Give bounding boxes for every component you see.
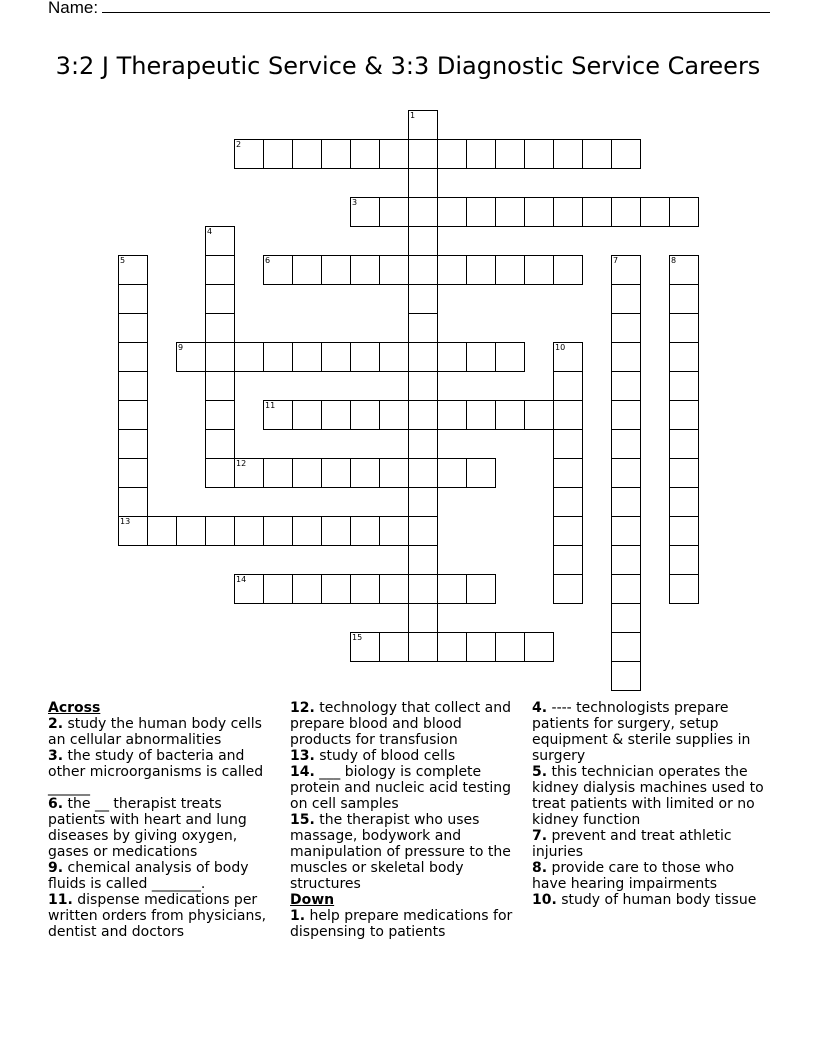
grid-cell[interactable] — [553, 458, 583, 488]
grid-cell[interactable] — [379, 197, 409, 227]
grid-cell[interactable] — [263, 458, 293, 488]
grid-cell[interactable] — [292, 574, 322, 604]
grid-cell[interactable] — [611, 661, 641, 691]
grid-cell[interactable] — [350, 400, 380, 430]
grid-cell[interactable] — [118, 458, 148, 488]
clue-number: 15 — [352, 633, 363, 642]
grid-cell[interactable] — [408, 516, 438, 546]
grid-cell[interactable] — [495, 197, 525, 227]
clue-across-6: 6. the __ therapist treats patients with heart and lung diseases by giving oxygen, gases or medications — [48, 796, 247, 860]
grid-cell[interactable] — [437, 632, 467, 662]
grid-cell[interactable] — [611, 284, 641, 314]
grid-cell[interactable] — [408, 342, 438, 372]
grid-cell[interactable] — [495, 255, 525, 285]
clue-column-2 — [290, 700, 526, 940]
clue-number: 3 — [352, 198, 358, 207]
grid-cell[interactable] — [350, 139, 380, 169]
clue-number: 1 — [410, 111, 416, 120]
grid-cell[interactable] — [408, 197, 438, 227]
grid-cell[interactable] — [437, 458, 467, 488]
grid-cell[interactable] — [669, 255, 699, 285]
grid-cell[interactable] — [669, 487, 699, 517]
grid-cell[interactable] — [350, 458, 380, 488]
grid-cell[interactable] — [205, 342, 235, 372]
grid-cell[interactable] — [176, 342, 206, 372]
grid-cell[interactable] — [611, 139, 641, 169]
grid-cell[interactable] — [205, 400, 235, 430]
grid-cell[interactable] — [553, 487, 583, 517]
grid-cell[interactable] — [553, 400, 583, 430]
grid-cell[interactable] — [234, 342, 264, 372]
clue-across-13: 13. study of blood cells — [290, 748, 456, 764]
clue-across-11: 11. dispense medications per written orders from physicians, dentist and doctors — [48, 892, 267, 940]
clue-across-12: 12. technology that collect and prepare blood and blood products for transfusion — [290, 700, 511, 748]
grid-cell[interactable] — [611, 603, 641, 633]
grid-cell[interactable] — [205, 255, 235, 285]
grid-cell[interactable] — [379, 458, 409, 488]
grid-cell[interactable] — [408, 371, 438, 401]
grid-cell[interactable] — [524, 632, 554, 662]
grid-cell[interactable] — [669, 429, 699, 459]
grid-cell[interactable] — [321, 139, 351, 169]
grid-cell[interactable] — [669, 400, 699, 430]
across-heading: Across — [48, 700, 101, 716]
grid-cell[interactable] — [611, 342, 641, 372]
grid-cell[interactable] — [524, 197, 554, 227]
grid-cell[interactable] — [118, 255, 148, 285]
grid-cell[interactable] — [466, 574, 496, 604]
grid-cell[interactable] — [292, 516, 322, 546]
grid-cell[interactable] — [408, 574, 438, 604]
grid-cell[interactable] — [611, 400, 641, 430]
grid-cell[interactable] — [408, 313, 438, 343]
grid-cell[interactable] — [611, 255, 641, 285]
grid-cell[interactable] — [205, 313, 235, 343]
grid-cell[interactable] — [582, 197, 612, 227]
clue-down-7: 7. prevent and treat athletic injuries — [532, 828, 732, 860]
grid-cell[interactable] — [553, 429, 583, 459]
grid-cell[interactable] — [437, 197, 467, 227]
grid-cell[interactable] — [234, 516, 264, 546]
grid-cell[interactable] — [408, 603, 438, 633]
clue-number: 14 — [236, 575, 247, 584]
grid-cell[interactable] — [379, 574, 409, 604]
grid-cell[interactable] — [118, 342, 148, 372]
grid-cell[interactable] — [466, 400, 496, 430]
grid-cell[interactable] — [205, 458, 235, 488]
grid-cell[interactable] — [553, 545, 583, 575]
grid-cell[interactable] — [495, 632, 525, 662]
grid-cell[interactable] — [321, 255, 351, 285]
clue-column-3 — [532, 700, 768, 908]
grid-cell[interactable] — [669, 545, 699, 575]
grid-cell[interactable] — [524, 139, 554, 169]
grid-cell[interactable] — [466, 632, 496, 662]
grid-cell[interactable] — [205, 371, 235, 401]
grid-cell[interactable] — [669, 342, 699, 372]
grid-cell[interactable] — [408, 168, 438, 198]
grid-cell[interactable] — [669, 197, 699, 227]
grid-cell[interactable] — [524, 255, 554, 285]
grid-cell[interactable] — [437, 342, 467, 372]
grid-cell[interactable] — [292, 400, 322, 430]
clue-down-5: 5. this technician operates the kidney dialysis machines used to treat patients with limited or no kidney function — [532, 764, 764, 828]
grid-cell[interactable] — [292, 458, 322, 488]
grid-cell[interactable] — [263, 400, 293, 430]
clue-column-1 — [48, 700, 280, 940]
grid-cell[interactable] — [466, 458, 496, 488]
clue-number: 8 — [671, 256, 677, 265]
grid-cell[interactable] — [234, 458, 264, 488]
clue-number: 7 — [613, 256, 619, 265]
clue-across-9: 9. chemical analysis of body fluids is called _______. — [48, 860, 249, 892]
grid-cell[interactable] — [205, 284, 235, 314]
grid-cell[interactable] — [611, 197, 641, 227]
grid-cell[interactable] — [321, 458, 351, 488]
grid-cell[interactable] — [669, 313, 699, 343]
grid-cell[interactable] — [234, 139, 264, 169]
puzzle-title: 3:2 J Therapeutic Service & 3:3 Diagnostic Service Careers — [55, 52, 761, 80]
clue-number: 2 — [236, 140, 242, 149]
grid-cell[interactable] — [263, 139, 293, 169]
grid-cell[interactable] — [553, 342, 583, 372]
grid-cell[interactable] — [408, 458, 438, 488]
clue-number: 6 — [265, 256, 271, 265]
grid-cell[interactable] — [408, 487, 438, 517]
grid-cell[interactable] — [205, 516, 235, 546]
clue-down-4: 4. ---- technologists prepare patients for surgery, setup equipment & sterile supplies in surgery — [532, 700, 751, 764]
grid-cell[interactable] — [408, 400, 438, 430]
clue-number: 10 — [555, 343, 566, 352]
grid-cell[interactable] — [437, 255, 467, 285]
clue-number: 12 — [236, 459, 247, 468]
grid-cell[interactable] — [437, 139, 467, 169]
grid-cell[interactable] — [147, 516, 177, 546]
grid-cell[interactable] — [379, 516, 409, 546]
clue-number: 9 — [178, 343, 184, 352]
grid-cell[interactable] — [611, 429, 641, 459]
grid-cell[interactable] — [669, 458, 699, 488]
grid-cell[interactable] — [263, 574, 293, 604]
grid-cell[interactable] — [118, 284, 148, 314]
grid-cell[interactable] — [408, 284, 438, 314]
grid-cell[interactable] — [350, 255, 380, 285]
grid-cell[interactable] — [118, 487, 148, 517]
grid-cell[interactable] — [437, 400, 467, 430]
grid-cell[interactable] — [263, 516, 293, 546]
grid-cell[interactable] — [524, 400, 554, 430]
grid-cell[interactable] — [350, 574, 380, 604]
grid-cell[interactable] — [350, 197, 380, 227]
clue-across-2: 2. study the human body cells an cellular abnormalities — [48, 716, 262, 748]
grid-cell[interactable] — [582, 139, 612, 169]
grid-cell[interactable] — [640, 197, 670, 227]
clue-across-3: 3. the study of bacteria and other microorganisms is called ______ — [48, 748, 264, 796]
grid-cell[interactable] — [669, 516, 699, 546]
grid-cell[interactable] — [118, 516, 148, 546]
clue-down-10: 10. study of human body tissue — [532, 892, 757, 908]
grid-cell[interactable] — [466, 255, 496, 285]
grid-cell[interactable] — [321, 574, 351, 604]
clue-across-14: 14. ___ biology is complete protein and nucleic acid testing on cell samples — [290, 764, 512, 812]
name-label: Name: — [48, 0, 99, 17]
grid-cell[interactable] — [408, 429, 438, 459]
grid-cell[interactable] — [495, 400, 525, 430]
grid-cell[interactable] — [408, 545, 438, 575]
clue-number: 5 — [120, 256, 126, 265]
clue-number: 13 — [120, 517, 131, 526]
grid-cell[interactable] — [669, 371, 699, 401]
grid-cell[interactable] — [118, 371, 148, 401]
grid-cell[interactable] — [611, 371, 641, 401]
grid-cell[interactable] — [611, 487, 641, 517]
grid-cell[interactable] — [611, 545, 641, 575]
grid-cell[interactable] — [669, 284, 699, 314]
grid-cell[interactable] — [611, 516, 641, 546]
down-heading: Down — [290, 892, 335, 908]
grid-cell[interactable] — [234, 574, 264, 604]
grid-cell[interactable] — [118, 400, 148, 430]
grid-cell[interactable] — [553, 516, 583, 546]
grid-cell[interactable] — [408, 632, 438, 662]
grid-cell[interactable] — [553, 371, 583, 401]
grid-cell[interactable] — [321, 400, 351, 430]
grid-cell[interactable] — [553, 139, 583, 169]
grid-cell[interactable] — [408, 226, 438, 256]
grid-cell[interactable] — [408, 255, 438, 285]
grid-cell[interactable] — [263, 255, 293, 285]
grid-cell[interactable] — [495, 342, 525, 372]
clue-number: 4 — [207, 227, 213, 236]
grid-cell[interactable] — [408, 110, 438, 140]
grid-cell[interactable] — [669, 574, 699, 604]
grid-cell[interactable] — [611, 574, 641, 604]
clue-down-1: 1. help prepare medications for dispensing to patients — [290, 908, 513, 940]
grid-cell[interactable] — [350, 632, 380, 662]
grid-cell[interactable] — [292, 255, 322, 285]
clue-down-8: 8. provide care to those who have hearing impairments — [532, 860, 735, 892]
grid-cell[interactable] — [118, 313, 148, 343]
grid-cell[interactable] — [379, 632, 409, 662]
grid-cell[interactable] — [466, 197, 496, 227]
grid-cell[interactable] — [205, 226, 235, 256]
grid-cell[interactable] — [553, 197, 583, 227]
grid-cell[interactable] — [205, 429, 235, 459]
grid-cell[interactable] — [321, 516, 351, 546]
grid-cell[interactable] — [408, 139, 438, 169]
grid-cell[interactable] — [118, 429, 148, 459]
grid-cell[interactable] — [466, 139, 496, 169]
grid-cell[interactable] — [553, 574, 583, 604]
clue-across-15: 15. the therapist who uses massage, bodywork and manipulation of pressure to the muscles or skeletal body structures — [290, 812, 511, 892]
grid-cell[interactable] — [466, 342, 496, 372]
grid-cell[interactable] — [263, 342, 293, 372]
clue-number: 11 — [265, 401, 276, 410]
grid-cell[interactable] — [379, 342, 409, 372]
grid-cell[interactable] — [553, 255, 583, 285]
grid-cell[interactable] — [379, 400, 409, 430]
grid-cell[interactable] — [495, 139, 525, 169]
grid-cell[interactable] — [611, 313, 641, 343]
grid-cell[interactable] — [350, 516, 380, 546]
grid-cell[interactable] — [437, 574, 467, 604]
grid-cell[interactable] — [379, 139, 409, 169]
grid-cell[interactable] — [379, 255, 409, 285]
grid-cell[interactable] — [292, 342, 322, 372]
grid-cell[interactable] — [292, 139, 322, 169]
grid-cell[interactable] — [611, 458, 641, 488]
grid-cell[interactable] — [321, 342, 351, 372]
grid-cell[interactable] — [176, 516, 206, 546]
grid-cell[interactable] — [611, 632, 641, 662]
grid-cell[interactable] — [350, 342, 380, 372]
